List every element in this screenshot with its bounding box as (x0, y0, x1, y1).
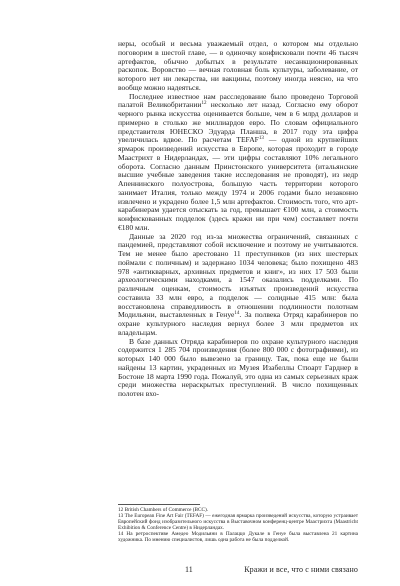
footnotes (118, 507, 358, 544)
paragraph-text: Данные за 2020 год из-за множества ограничений, связанных с пандемией, представляют собой исключение и поэтому не учитываются. Тем не менее было арестовано 11 преступников (из них шестерых поймали с поличным) и задержано 1034 человека; было похищено 483 978 «антикварных, архивных предметов и книг», из них 17 503 были археологическими находками, а 1547 оказались подделками. По различным оценкам, стоимость изъятых произведений искусства составила 33 млн евро, а подделок — солидные 415 млн: была восстановлена справедливость в отношении подлинности полотнам Модильяни, выставленных в Генуе (118, 231, 358, 320)
footnote-number: 14 (118, 531, 124, 538)
paragraph-text: Последнее известное нам расследование было проведено Торговой палатой Великобритании (118, 91, 358, 110)
footnote-number: 12 (118, 507, 124, 513)
running-head: Кражи и все, что с ними связано (244, 565, 358, 574)
footnote-ref: 13 (258, 136, 264, 142)
footnote-text: The European Fine Art Fair (TEFAF) — ежегодная ярмарка произведений искусства, которую устраивает Европейский фонд изобразительного искусства в Выставочном конференц-центре Маастрихта (Maastricht Exhibition & Conference Centre) в Нидерландах. (118, 513, 358, 532)
footnote-divider (118, 504, 200, 505)
footnote (118, 531, 358, 543)
footnote-ref: 12 (201, 101, 207, 107)
paragraph (118, 233, 358, 338)
paragraph-text: . За полвека Отряд карабинеров по охране культурного наследия вернул более 3 млн предметов их владельцам. (118, 310, 358, 337)
paragraph (118, 338, 358, 399)
footnote-text: British Chambers of Commerce (BCC). (123, 507, 209, 513)
footnote (118, 513, 358, 531)
page-number: 11 (185, 565, 193, 574)
body-text (118, 40, 358, 399)
footnote-text: На ретроспективе Амедео Модильяни в Палаццо Дукале в Генуе была выставлена 21 картина художника. По мнению специалистов, лишь одна работа не была подделкой. (118, 531, 358, 544)
paragraph-text: В базе данных Отряда карабинеров по охране культурного наследия содержится 1 285 704 произведения (более 800 000 с фотографиями), из которых 140 000 было вывезено за границу. Так, пока еще не были найдены 13 картин, украденных из Музея Изабеллы Стюарт Гарднер в Бостоне 18 марта 1990 года. Пожалуй, это одна из самых серьезных краж среди множества нераскрытых преступлений. В число похищенных полотен вхо- (118, 336, 358, 398)
footnote-ref: 14 (234, 311, 240, 317)
paragraph (118, 40, 358, 93)
paragraph-text: неры, особый и весьма уважаемый отдел, о котором мы отдельно поговорим в шестой главе, — в одиночку конфисковали почти 46 тысяч артефактов, обычно добытых в результате несанкционированных раскопок. Воровство — вечная головная боль культуры, заболевание, от которого нет ни лекарства, ни вакцины, поэтому иногда неясно, на что вообще можно надеяться. (118, 39, 358, 92)
page-footer (118, 565, 358, 577)
paragraph-text: несколько лет назад. Согласно ему оборот черного рынка искусства оценивается больше, чем в 6 млрд долларов и примерно в столько же миллиардов евро. По словам официального представителя ЮНЕСКО Эдуарда Планша, в 2017 году эта цифра увеличилась вдвое. По расчетам TEFAF (118, 100, 359, 145)
footnote-number: 13 (118, 513, 124, 520)
paragraph (118, 93, 358, 233)
paragraph-text: — одной из крупнейших ярмарок произведений искусства в Европе, которая проходит в городе Маастрихт в Нидерландах, — эти цифры составляют 10% легального оборота. Согласно данным Принстонского университета (итальянские высшие учебные заведения такие исследования не проводят), из недр Апеннинского полуострова, большую часть территории которого занимает Италия, только между 1974 и 2006 годами было незаконно извлечено и украдено более 1,5 млн артефактов. Стоимость того, что арт-карабинерам удается отыскать за год, превышает €100 млн, а стоимость конфискованных подделок (здесь кражи ни при чем) составляет почти €180 млн. (118, 135, 358, 232)
